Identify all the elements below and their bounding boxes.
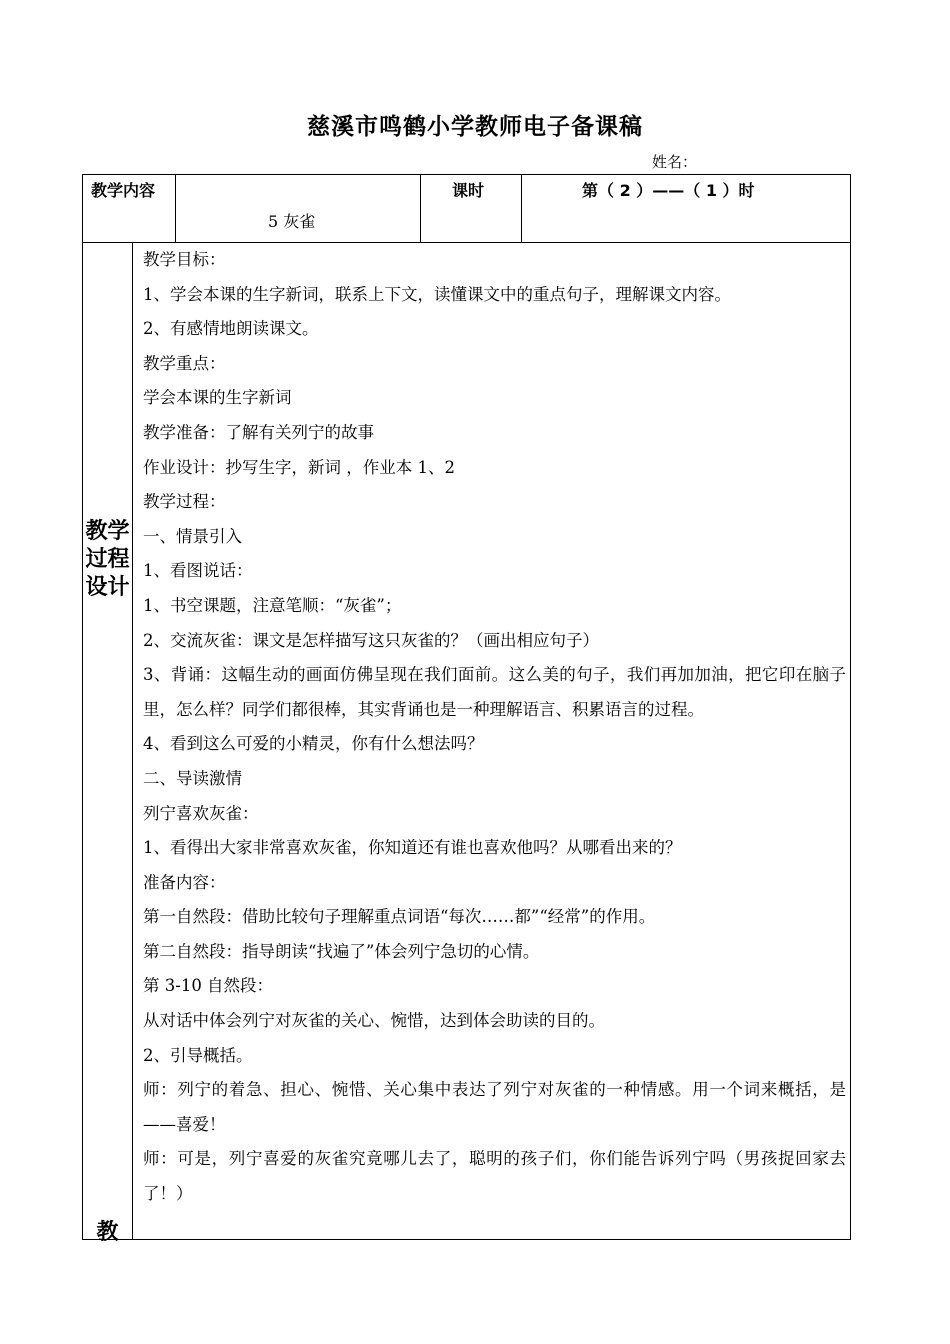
paragraph: 师：可是，列宁喜爱的灰雀究竟哪儿去了，聪明的孩子们，你们能告诉列宁吗（男孩捉回家去了！） <box>143 1149 846 1204</box>
paragraph: 2、交流灰雀：课文是怎样描写这只灰雀的？（画出相应句子） <box>143 630 599 650</box>
header-col-divider-2 <box>420 174 421 242</box>
content-label: 教学内容 <box>91 181 156 200</box>
paragraph: 二、导读激情 <box>143 768 242 788</box>
paragraph: 第二自然段：指导朗读“找遍了”体会列宁急切的心情。 <box>143 941 540 961</box>
paragraph: 第 3-10 自然段： <box>143 976 274 996</box>
page-title: 慈溪市鸣鹤小学教师电子备课稿 <box>307 114 643 140</box>
paragraph: 2、引导概括。 <box>143 1045 253 1065</box>
paragraph: 3、背诵：这幅生动的画面仿佛呈现在我们面前。这么美的句子，我们再加加油，把它印在脑子里，怎么样？同学们都很棒，其实背诵也是一种理解语言、积累语言的过程。 <box>143 665 846 719</box>
name-label: 姓名： <box>652 153 698 171</box>
paragraph: 1、看得出大家非常喜欢灰雀，你知道还有谁也喜欢他吗？从哪看出来的？ <box>143 838 682 858</box>
paragraph: 教学准备：了解有关列宁的故事 <box>143 422 374 442</box>
lesson-topic: 5 灰雀 <box>268 212 316 231</box>
lesson-content <box>143 243 846 1212</box>
paragraph: 教学目标： <box>143 250 226 269</box>
paragraph: 4、看到这么可爱的小精灵，你有什么想法吗？ <box>143 734 484 754</box>
paragraph: 从对话中体会列宁对灰雀的关心、惋惜，达到体会助读的目的。 <box>143 1011 605 1031</box>
paragraph: 1、学会本课的生字新词，联系上下文，读懂课文中的重点句子，理解课文内容。 <box>143 284 731 304</box>
paragraph: 准备内容： <box>143 872 226 892</box>
paragraph: 第一自然段：借助比较句子理解重点词语“每次……都”“经常”的作用。 <box>143 907 656 927</box>
paragraph: 作业设计：抄写生字，新词 ，作业本 1、2 <box>143 457 455 477</box>
period-value: 第（ 2 ）——（ 1 ）时 <box>582 181 755 200</box>
paragraph: 1、书空课题，注意笔顺：“灰雀”； <box>143 595 402 615</box>
paragraph: 学会本课的生字新词 <box>143 388 292 408</box>
side-label-bottom: 教 <box>96 1220 119 1245</box>
paragraph: 一、情景引入 <box>143 526 242 546</box>
paragraph: 师：列宁的着急、担心、惋惜、关心集中表达了列宁对灰雀的一种情感。用一个词来概括，是——喜爱！ <box>143 1080 846 1134</box>
paragraph: 2、有感情地朗读课文。 <box>143 319 319 339</box>
body-col-divider <box>132 242 133 1240</box>
header-col-divider-3 <box>521 174 522 242</box>
period-label: 课时 <box>452 181 485 200</box>
paragraph: 教学重点： <box>143 353 226 373</box>
paragraph: 1、看图说话： <box>143 561 253 581</box>
paragraph: 列宁喜欢灰雀： <box>143 803 259 823</box>
paragraph: 教学过程： <box>143 492 226 512</box>
side-label: 教学过程设计 <box>85 519 130 600</box>
header-col-divider-1 <box>175 174 176 242</box>
